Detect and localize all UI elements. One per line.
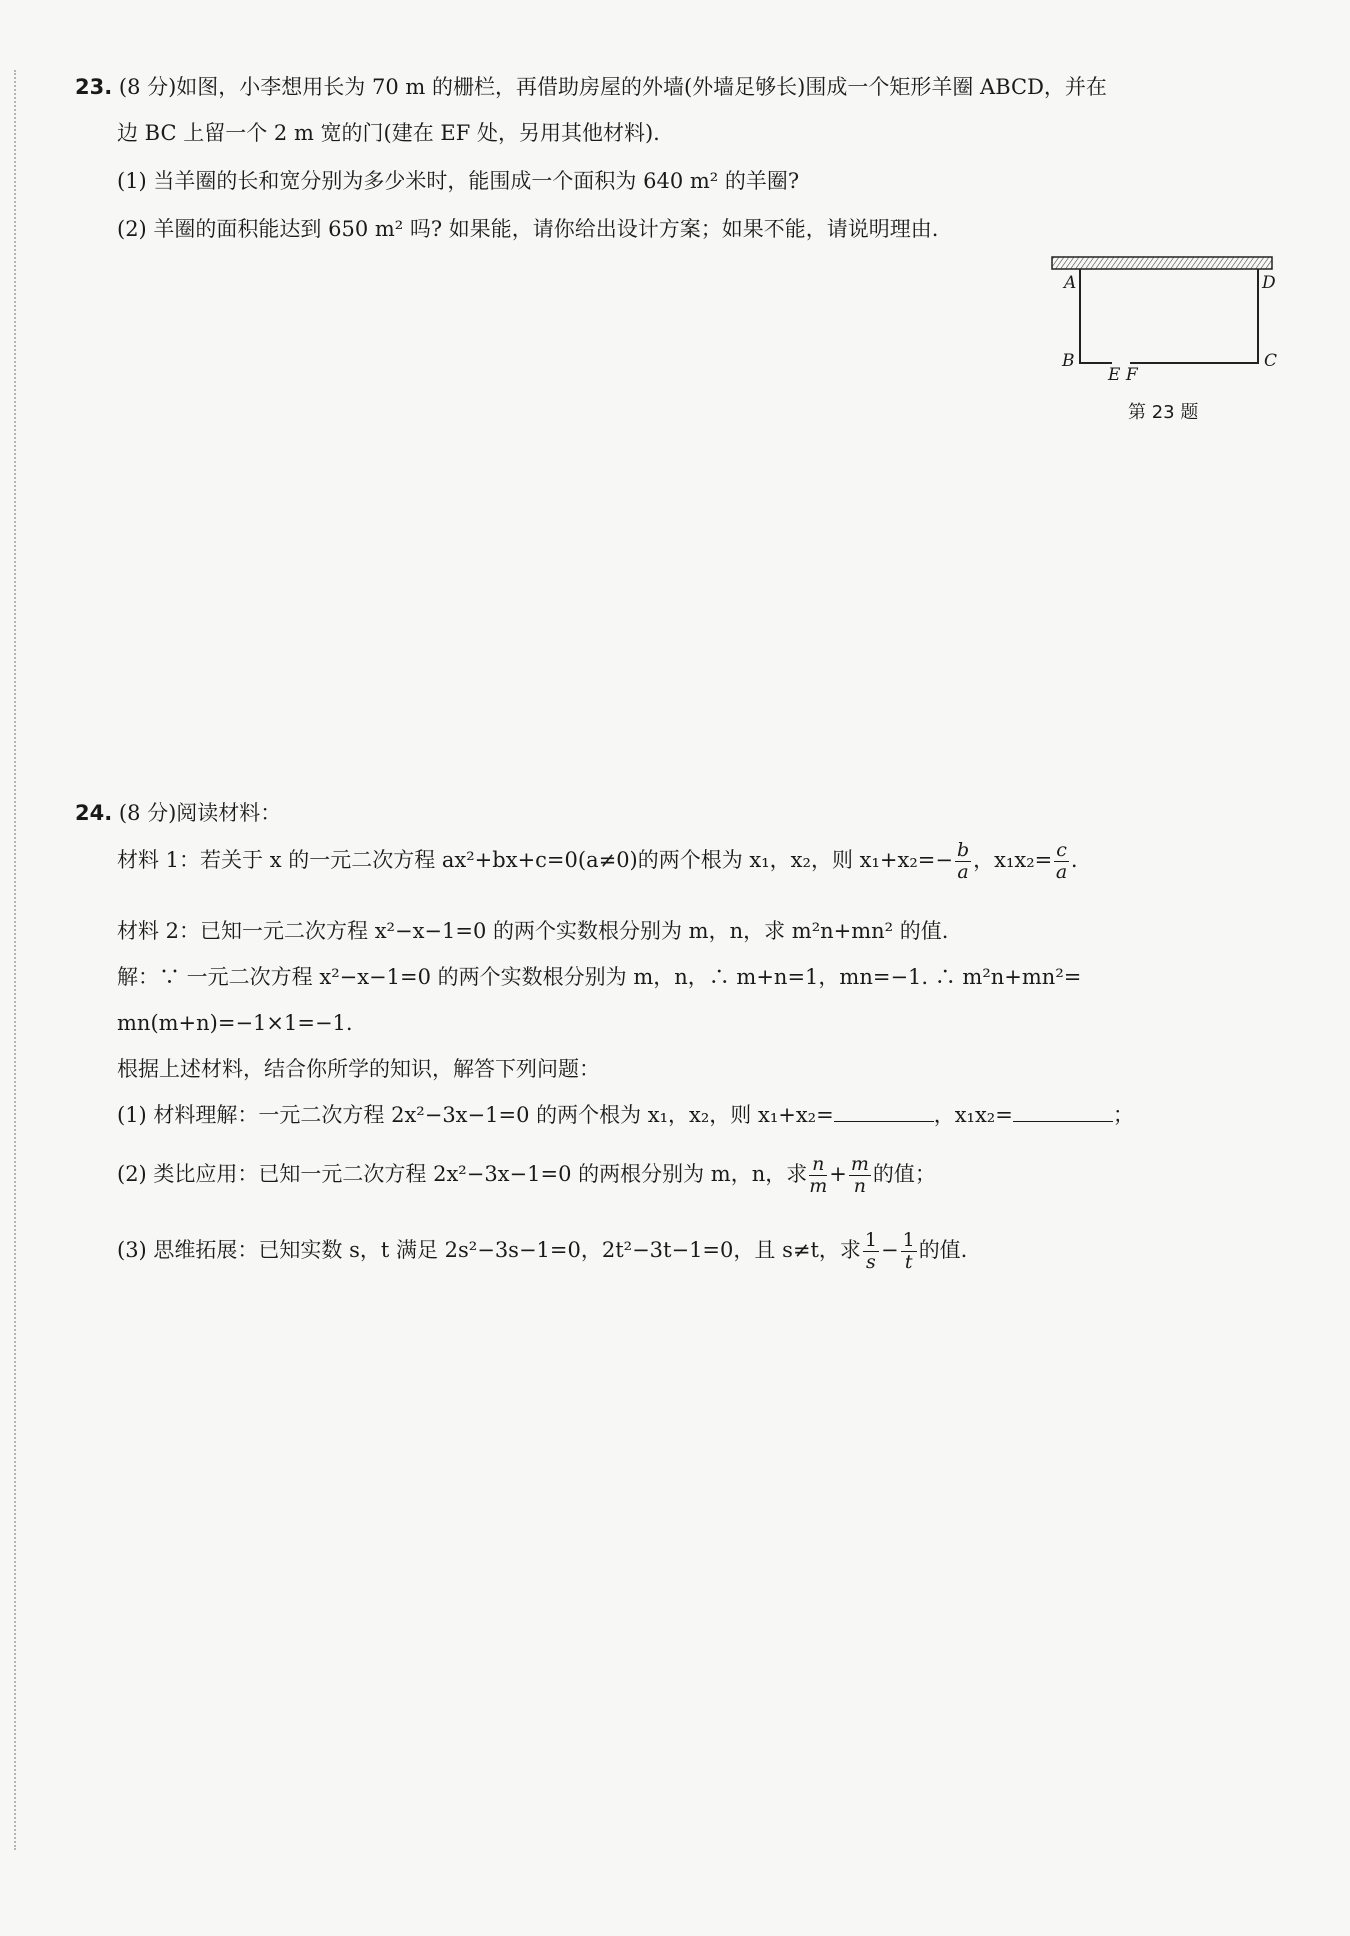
frac-den: n bbox=[853, 1174, 867, 1197]
frac-den: a bbox=[957, 860, 969, 883]
label-ef: E F bbox=[1108, 365, 1138, 385]
part-1-text: (1) 材料理解：一元二次方程 2x²−3x−1=0 的两个根为 x₁，x₂，则 x₁+x₂= bbox=[117, 1103, 834, 1127]
fraction-c-over-a bbox=[1054, 840, 1069, 883]
material-1-end: . bbox=[1070, 847, 1078, 872]
minus-sign: − bbox=[880, 1237, 899, 1262]
q24-solution-1: 解：∵ 一元二次方程 x²−x−1=0 的两个实数根分别为 m，n，∴ m+n=1，mn=−1. ∴ m²n+mn²= bbox=[117, 965, 1082, 989]
part-1-end: ； bbox=[1112, 1103, 1134, 1127]
fraction-1-over-s bbox=[863, 1230, 879, 1273]
figure-caption: 第 23 题 bbox=[1128, 402, 1199, 423]
q24-intro: (8 分)阅读材料： bbox=[118, 801, 282, 825]
frac-den: t bbox=[904, 1250, 913, 1273]
part-3-end: 的值. bbox=[918, 1237, 968, 1262]
q23-stem-1: (8 分)如图，小李想用长为 70 m 的栅栏，再借助房屋的外墙(外墙足够长)围成一个矩形羊圈 ABCD，并在 bbox=[118, 75, 1107, 99]
frac-den: m bbox=[809, 1174, 828, 1197]
part-2-text: (2) 类比应用：已知一元二次方程 2x²−3x−1=0 的两根分别为 m，n，求 bbox=[117, 1161, 808, 1186]
house-wall bbox=[1052, 257, 1272, 269]
frac-num: m bbox=[850, 1153, 869, 1175]
frac-den: a bbox=[1055, 860, 1068, 883]
frac-num: c bbox=[1056, 839, 1067, 861]
part-1-mid: ，x₁x₂= bbox=[933, 1103, 1013, 1127]
q23-line-1 bbox=[75, 72, 1107, 104]
q24-part-1 bbox=[117, 1100, 1134, 1132]
q24-prompt: 根据上述材料，结合你所学的知识，解答下列问题： bbox=[117, 1057, 600, 1081]
fraction-n-over-m bbox=[809, 1154, 827, 1197]
part-2-end: 的值； bbox=[872, 1161, 936, 1186]
fraction-m-over-n bbox=[849, 1154, 871, 1197]
frac-den: s bbox=[866, 1250, 876, 1273]
fence-rectangle bbox=[1080, 269, 1258, 363]
fraction-b-over-a bbox=[955, 840, 971, 883]
label-c: C bbox=[1264, 351, 1278, 371]
q24-solution-2: mn(m+n)=−1×1=−1. bbox=[117, 1011, 353, 1035]
label-b: B bbox=[1062, 351, 1075, 371]
q24-part-3 bbox=[117, 1230, 967, 1273]
q23-part-1: (1) 当羊圈的长和宽分别为多少米时，能围成一个面积为 640 m² 的羊圈? bbox=[117, 169, 800, 193]
q24-material-1 bbox=[117, 840, 1078, 883]
q23-number: 23. bbox=[75, 75, 113, 99]
q24-line-intro bbox=[75, 798, 281, 830]
label-d: D bbox=[1262, 273, 1276, 293]
material-1-text: 材料 1：若关于 x 的一元二次方程 ax²+bx+c=0(a≠0)的两个根为 x₁，x₂，则 x₁+x₂=− bbox=[117, 847, 953, 872]
plus-sign: + bbox=[829, 1161, 847, 1186]
material-1-mid: ，x₁x₂= bbox=[973, 847, 1053, 872]
q24-material-2: 材料 2：已知一元二次方程 x²−x−1=0 的两个实数根分别为 m，n，求 m²n+mn² 的值. bbox=[117, 919, 949, 943]
answer-blank-sum[interactable] bbox=[834, 1103, 934, 1122]
binding-margin-line bbox=[14, 70, 16, 1850]
frac-num: 1 bbox=[902, 1229, 915, 1251]
sheep-pen-svg bbox=[1050, 255, 1280, 395]
frac-num: b bbox=[956, 839, 970, 861]
q24-number: 24. bbox=[75, 801, 113, 825]
frac-num: 1 bbox=[864, 1229, 877, 1251]
q24-part-2 bbox=[117, 1154, 936, 1197]
label-a: A bbox=[1064, 273, 1077, 293]
q23-stem-2: 边 BC 上留一个 2 m 宽的门(建在 EF 处，另用其他材料). bbox=[117, 121, 660, 145]
answer-blank-product[interactable] bbox=[1013, 1103, 1113, 1122]
q23-part-2: (2) 羊圈的面积能达到 650 m² 吗? 如果能，请你给出设计方案；如果不能，请说明理由. bbox=[117, 217, 939, 241]
frac-num: n bbox=[809, 1154, 827, 1176]
fraction-1-over-t bbox=[901, 1230, 917, 1273]
part-3-text: (3) 思维拓展：已知实数 s，t 满足 2s²−3s−1=0，2t²−3t−1=0，且 s≠t，求 bbox=[117, 1237, 861, 1262]
